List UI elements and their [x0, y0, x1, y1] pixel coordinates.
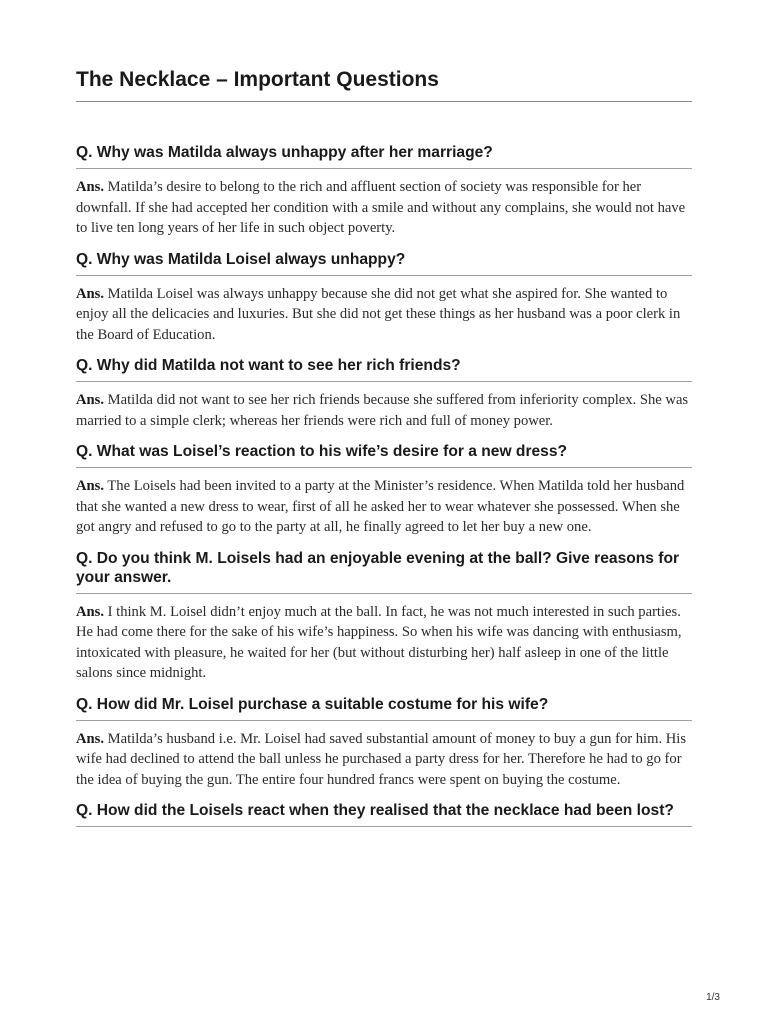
answer-label: Ans.	[76, 285, 104, 302]
answer-text: Matilda Loisel was always unhappy because she did not get what she aspired for. She wanted to enjoy all the delicacies and luxuries. But she did not get these things as her husband was a poor clerk in the Board of Education.	[76, 285, 681, 343]
question-heading: Q. Do you think M. Loisels had an enjoyable evening at the ball? Give reasons for your answer.	[76, 549, 692, 594]
qa-item	[76, 695, 692, 791]
answer-label: Ans.	[76, 478, 104, 494]
qa-list	[76, 143, 692, 827]
answer-paragraph	[76, 284, 692, 346]
answer-text: The Loisels had been invited to a party at the Minister’s residence. When Matilda told her husband that she wanted a new dress to wear, first of all he asked her to wear whatever she possessed. When she got angry and refused to go to the party at all, he finally agreed to let her buy a new one.	[76, 478, 685, 535]
answer-paragraph	[76, 390, 692, 431]
question-heading: Q. What was Loisel’s reaction to his wife’s desire for a new dress?	[76, 442, 692, 468]
page-number: 1/3	[706, 992, 720, 1003]
document-page	[76, 66, 692, 838]
answer-text: Matilda did not want to see her rich friends because she suffered from inferiority complex. She was married to a simple clerk; whereas her friends were rich and full of money power.	[76, 392, 689, 429]
question-heading: Q. Why did Matilda not want to see her rich friends?	[76, 356, 692, 382]
question-heading: Q. Why was Matilda Loisel always unhappy?	[76, 250, 692, 276]
answer-text: Matilda’s husband i.e. Mr. Loisel had saved substantial amount of money to buy a gun for him. His wife had declined to attend the ball unless he purchased a party dress for her. Therefore he had to go for the idea of buying the gun. The entire four hundred francs were spent on buying the costume.	[76, 730, 687, 788]
answer-paragraph	[76, 602, 692, 684]
qa-item	[76, 442, 692, 538]
answer-text: Matilda’s desire to belong to the rich and affluent section of society was responsible for her downfall. If she had accepted her condition with a smile and without any complains, she would not have to live ten long years of her life in such object poverty.	[76, 179, 686, 236]
question-heading: Q. Why was Matilda always unhappy after her marriage?	[76, 143, 692, 169]
answer-paragraph	[76, 476, 692, 538]
qa-item	[76, 356, 692, 431]
answer-paragraph	[76, 729, 692, 791]
qa-item	[76, 549, 692, 684]
answer-text: I think M. Loisel didn’t enjoy much at the ball. In fact, he was not much interested in such parties. He had come there for the sake of his wife’s happiness. So when his wife was dancing with enthusiasm, intoxicated with pleasure, he waited for her (but without disturbing her) half asleep in one of the little salons since midnight.	[76, 603, 682, 681]
answer-paragraph	[76, 177, 692, 239]
answer-label: Ans.	[76, 730, 104, 747]
qa-item	[76, 143, 692, 239]
qa-item	[76, 801, 692, 827]
answer-label: Ans.	[76, 392, 104, 408]
answer-label: Ans.	[76, 603, 104, 620]
answer-label: Ans.	[76, 179, 104, 195]
question-heading: Q. How did Mr. Loisel purchase a suitable costume for his wife?	[76, 695, 692, 721]
qa-item	[76, 250, 692, 346]
page-title: The Necklace – Important Questions	[76, 66, 692, 102]
question-heading: Q. How did the Loisels react when they realised that the necklace had been lost?	[76, 801, 692, 827]
